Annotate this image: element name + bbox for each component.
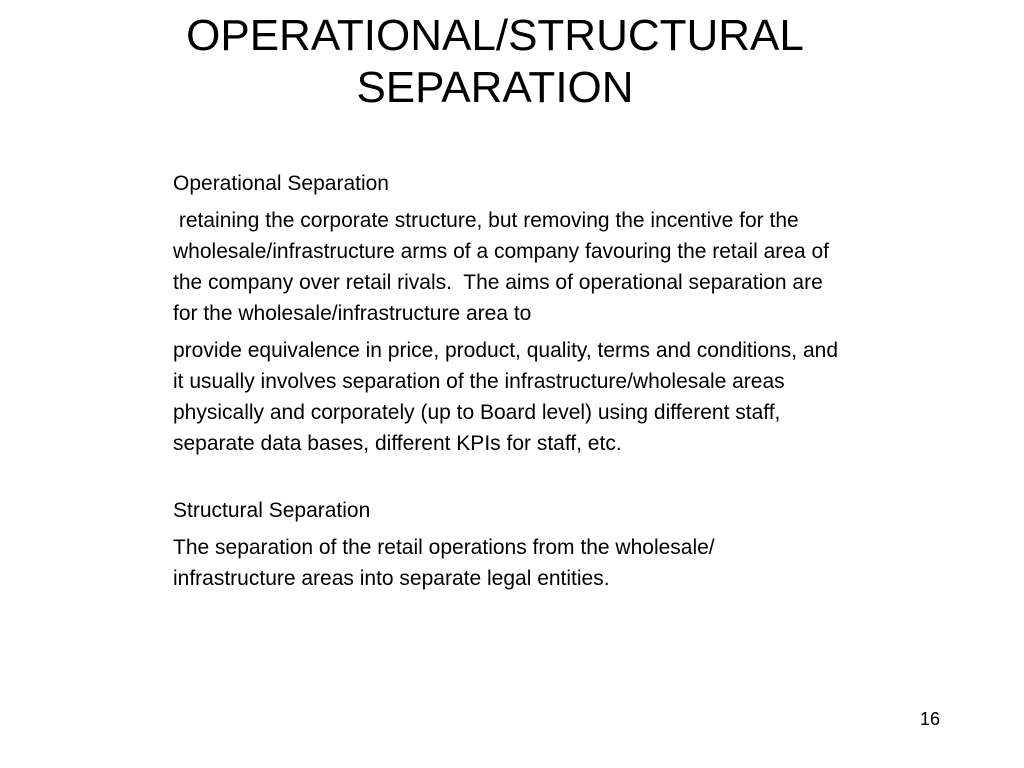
slide-title-line-1: OPERATIONAL/STRUCTURAL [186, 11, 804, 60]
page-number: 16 [919, 709, 940, 729]
slide-title [90, 10, 900, 114]
section-heading-operational: Operational Separation [173, 172, 389, 195]
slide-title-line-2: SEPARATION [356, 63, 634, 112]
operational-paragraph-2: provide equivalence in price, product, quality, terms and conditions, and it usually involves separation of the infrastructure/wholesale areas physically and corporately (up to Board level) using different staff, separate data bases, different KPIs for staff, etc. [173, 339, 844, 455]
operational-paragraph-1: retaining the corporate structure, but removing the incentive for the wholesale/infrastructure arms of a company favouring the retail area of the company over retail rivals. The aims of operational separation are for the wholesale/infrastructure area to [173, 209, 835, 325]
structural-paragraph-1: The separation of the retail operations from the wholesale/ infrastructure areas into separate legal entities. [173, 536, 721, 590]
slide-body [173, 168, 843, 594]
section-heading-structural: Structural Separation [173, 499, 371, 522]
